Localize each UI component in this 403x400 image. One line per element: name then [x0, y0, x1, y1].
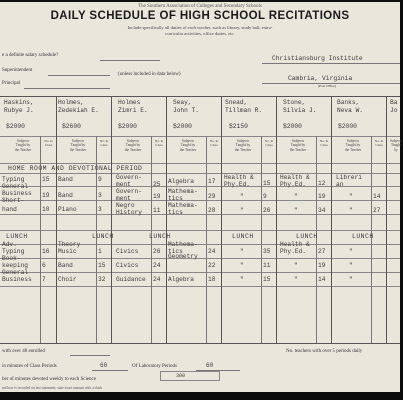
header-divider [0, 136, 400, 137]
row-divider [0, 230, 400, 231]
table-cell: Guidance [116, 276, 146, 283]
teacher-salary: $2000 [118, 123, 137, 130]
table-cell: 24 [153, 276, 161, 283]
answer-line [48, 75, 110, 76]
over-5-label: No. teachers with over 5 periods daily [286, 349, 363, 354]
subject-column-header: Subjects Taught by the Teacher [234, 139, 252, 152]
weekly-science-label: ber of minutes devoted weekly to each Science [2, 377, 96, 382]
header-bottom [0, 163, 400, 164]
table-cell: General Business [2, 269, 32, 283]
table-cell: 26 [263, 207, 271, 214]
teacher-name: Holmes, Zedekiah E. [58, 99, 99, 114]
table-cell: Piano [58, 206, 77, 213]
column-divider [386, 96, 387, 343]
column-divider [166, 96, 167, 343]
table-cell: Typing General [2, 176, 28, 190]
column-divider [221, 96, 222, 343]
school-name-line [262, 63, 400, 64]
table-cell: Algebra [168, 276, 194, 283]
column-divider [56, 96, 57, 343]
table-cell: 3 [98, 206, 102, 213]
table-cell: 6 [42, 262, 46, 269]
table-cell: 15 [42, 176, 50, 183]
answer-line [92, 370, 128, 371]
association-name: The Southern Association of Colleges and Secondary Schools [138, 4, 262, 9]
table-cell: Civics [116, 248, 139, 255]
class-minutes-label: in minutes of Class Periods [2, 364, 57, 369]
table-cell: Mathema- tics [168, 188, 198, 202]
superintendent-label: Superintendent [2, 68, 33, 73]
table-cell: 25 [153, 181, 161, 188]
subcolumn-divider [261, 136, 262, 343]
table-cell: 11 [153, 207, 161, 214]
table-cell: " [240, 207, 244, 214]
answer-line [100, 60, 160, 61]
table-cell: 10 [42, 206, 50, 213]
school-location: Cambria, Virginia [288, 75, 353, 82]
subject-column-header: Subjects Taught by the Teacher [14, 139, 32, 152]
table-cell: 19 [153, 193, 161, 200]
table-cell: " [349, 276, 353, 283]
table-cell: " [294, 193, 298, 200]
table-cell: 24 [153, 262, 161, 269]
table-cell: 34 [318, 207, 326, 214]
table-cell: " [349, 248, 353, 255]
table-cell: Adv. Typing [2, 241, 25, 255]
table-cell: " [349, 262, 353, 269]
teacher-salary: $2000 [283, 123, 302, 130]
homeroom-banner: HOME ROOM AND DEVOTIONAL PERIOD [8, 165, 143, 172]
pupils-column-header: No. in Class [99, 139, 109, 148]
table-cell: 19 [42, 192, 50, 199]
teacher-salary: $2150 [229, 123, 248, 130]
subject-column-header: Subjects Taught by [389, 139, 403, 152]
subject-column-header: Subjects Taught by the Teacher [69, 139, 87, 152]
table-cell: Business Short- [2, 190, 32, 204]
table-cell: Choir [58, 276, 77, 283]
row-divider [0, 286, 400, 287]
table-cell: " [294, 262, 298, 269]
answer-line [24, 88, 110, 89]
subject-column-header: Subjects Taught by the Teacher [344, 139, 362, 152]
table-cell: 19 [318, 262, 326, 269]
table-cell: " [294, 207, 298, 214]
table-bottom-border [0, 343, 400, 344]
teacher-name: Banks, Neva W. [337, 99, 363, 114]
table-cell: Geometry [168, 253, 198, 260]
principal-label: Principal [2, 81, 21, 86]
weekly-minutes-value: 300 [176, 373, 186, 379]
table-cell: " [349, 207, 353, 214]
lunch-banner: LUNCH [296, 233, 318, 240]
lunch-banner: LUNCH [6, 233, 28, 240]
table-cell: " [240, 193, 244, 200]
lunch-banner: LUNCH [149, 233, 171, 240]
table-cell: 19 [318, 193, 326, 200]
teacher-name: Haskins, Rubye J. [4, 99, 34, 114]
answer-line [70, 355, 110, 356]
instructions-line-2: curricular activities, office duties, etc. [165, 31, 235, 36]
teacher-name: Ba Jo [390, 99, 398, 114]
table-cell: 27 [318, 248, 326, 255]
table-cell: 15 [263, 180, 271, 187]
table-cell: Mathema- tics [168, 241, 198, 255]
teacher-name: Stone, Silvia J. [283, 99, 317, 114]
teacher-salary: $2000 [338, 123, 357, 130]
pupils-column-header: No. in Class [319, 139, 329, 148]
subject-column-header: Subjects Taught by the Teacher [124, 139, 142, 152]
table-cell: Govern- ment [116, 174, 142, 188]
table-cell: " [294, 276, 298, 283]
subject-column-header: Subjects Taught by the Teacher [179, 139, 197, 152]
table-cell: 27 [373, 207, 381, 214]
table-cell: 22 [208, 262, 216, 269]
table-cell: 16 [42, 248, 50, 255]
pupils-column-header: No. in Class [44, 139, 53, 148]
class-minutes-value: 60 [100, 362, 108, 369]
table-cell: " [240, 248, 244, 255]
table-cell: Negro History [116, 202, 142, 216]
table-cell: 7 [42, 276, 46, 283]
row-divider [0, 214, 400, 215]
over-40-label: with over 40 enrolled [2, 349, 45, 354]
table-cell: Govern- ment [116, 188, 142, 202]
table-cell: Band [58, 262, 73, 269]
teacher-salary: $2600 [62, 123, 81, 130]
table-cell: 15 [263, 276, 271, 283]
lunch-banner: LUNCH [232, 233, 254, 240]
teacher-name: Snead, Tillman R. [225, 99, 263, 114]
column-divider [276, 96, 277, 343]
pupils-column-header: No. in Class [264, 139, 274, 148]
table-cell: " [240, 276, 244, 283]
table-cell: 3 [98, 192, 102, 199]
table-cell: Band [58, 192, 73, 199]
post-office-label: (Post Office) [318, 84, 337, 88]
scan-edge-top [0, 0, 400, 2]
table-cell: 18 [208, 276, 216, 283]
table-cell: Civics [116, 262, 139, 269]
pupils-column-header: No. in Class [154, 139, 164, 148]
scan-edge-bottom [0, 392, 400, 400]
column-divider [331, 96, 332, 343]
table-cell: 12 [318, 180, 326, 187]
table-cell: Theory Music [58, 241, 81, 255]
row-divider [0, 272, 400, 273]
table-cell: " [349, 193, 353, 200]
column-divider [111, 96, 112, 343]
teacher-name: Holmes Zimri E. [118, 99, 148, 114]
weekly-minutes-box [160, 371, 220, 381]
table-cell: 26 [153, 248, 161, 255]
lunch-banner: LUNCH [92, 233, 114, 240]
table-cell: 28 [208, 207, 216, 214]
teacher-name: Seay, John T. [173, 99, 199, 114]
table-cell: Algebra [168, 178, 194, 185]
table-cell: 9 [98, 176, 102, 183]
table-cell: Book- keeping [2, 255, 28, 269]
subject-column-header: Subjects Taught by the Teacher [289, 139, 307, 152]
subcolumn-divider [206, 136, 207, 343]
salary-schedule-question: e a definite salary schedule? [2, 53, 59, 58]
table-cell: 24 [208, 248, 216, 255]
table-cell: Health & Phy.Ed. [280, 174, 310, 188]
table-cell: 17 [208, 178, 216, 185]
table-cell: 14 [318, 276, 326, 283]
table-cell: Libreri an [336, 174, 362, 188]
table-cell: Health & Phy.Ed. [224, 174, 254, 188]
table-cell: Health & Phy.Ed. [280, 241, 310, 255]
unless-note: (unless included in data below) [118, 72, 181, 77]
row-divider [0, 258, 400, 259]
table-top-border [0, 96, 400, 97]
pupils-column-header: No. in Class [209, 139, 219, 148]
table-cell: 15 [98, 262, 106, 269]
table-cell: 29 [208, 193, 216, 200]
document-title: DAILY SCHEDULE OF HIGH SCHOOL RECITATIONS [50, 10, 350, 22]
table-cell: 1 [98, 248, 102, 255]
teacher-salary: $2000 [6, 123, 25, 130]
table-cell: 35 [263, 248, 271, 255]
table-cell: " [240, 262, 244, 269]
table-cell: Band [58, 176, 73, 183]
lunch-banner: LUNCH [352, 233, 374, 240]
table-cell: 11 [263, 262, 271, 269]
table-cell: 9 [263, 193, 267, 200]
lab-periods-label: Of Laboratory Periods [132, 364, 177, 369]
instructions-line-1: Include specifically all duties of each teacher, such as library, study hall, extra- [127, 25, 273, 30]
table-cell: Mathema- tics [168, 202, 198, 216]
lab-periods-value: 60 [206, 362, 214, 369]
table-cell: hand [2, 206, 17, 213]
row-divider [0, 200, 400, 201]
school-name: Christiansburg Institute [272, 55, 363, 62]
table-cell: 14 [373, 193, 381, 200]
fine-print: ted how is recorded on last statement; state exact amount with a slash [2, 386, 102, 390]
table-cell: 32 [98, 276, 106, 283]
teacher-salary: $2000 [173, 123, 192, 130]
pupils-column-header: No. in Class [374, 139, 384, 148]
